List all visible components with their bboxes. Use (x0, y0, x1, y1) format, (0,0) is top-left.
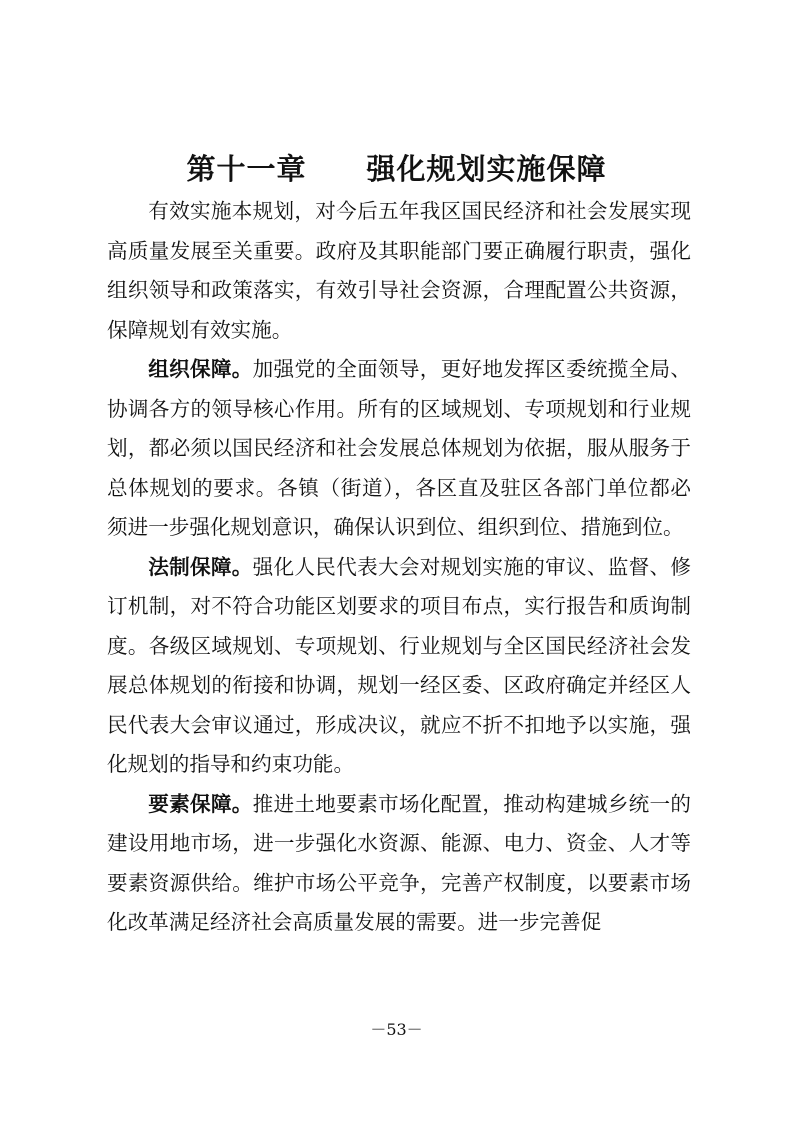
paragraph-text: 加强党的全面领导，更好地发挥区委统揽全局、协调各方的领导核心作用。所有的区域规划、专项规划和行业规划，都必须以国民经济和社会发展总体规划为依据，服从服务于总体规划的要求。各镇（街道），各区直及驻区各部门单位都必须进一步强化规划意识，确保认识到位、组织到位、措施到位。 (107, 357, 692, 539)
paragraph-heading: 要素保障。 (148, 791, 253, 816)
chapter-title: 第十一章 强化规划实施保障 (186, 152, 607, 187)
paragraph-factor-guarantee (107, 785, 691, 943)
intro-paragraph: 有效实施本规划，对今后五年我区国民经济和社会发展实现高质量发展至关重要。政府及其职能部门要正确履行职责，强化组织领导和政策落实，有效引导社会资源，合理配置公共资源，保障规划有效实施。 (107, 199, 691, 342)
paragraph-heading: 法制保障。 (148, 554, 253, 579)
paragraph-text: 强化人民代表大会对规划实施的审议、监督、修订机制，对不符合功能区划要求的项目布点，实行报告和质询制度。各级区域规划、专项规划、行业规划与全区国民经济社会发展总体规划的衔接和协调，规划一经区委、区政府确定并经区人民代表大会审议通过，形成决议，就应不折不扣地予以实施，强化规划的指导和约束功能。 (107, 554, 692, 776)
document-body (107, 192, 691, 943)
paragraph-organization-guarantee (107, 350, 691, 548)
paragraph-legal-guarantee (107, 548, 691, 785)
page-number: －53－ (370, 1020, 423, 1039)
paragraph-text: 推进土地要素市场化配置，推动构建城乡统一的建设用地市场，进一步强化水资源、能源、电力、资金、人才等要素资源供给。维护市场公平竞争，完善产权制度，以要素市场化改革满足经济社会高质量发展的需要。进一步完善促 (107, 791, 692, 934)
paragraph-heading: 组织保障。 (148, 357, 253, 381)
